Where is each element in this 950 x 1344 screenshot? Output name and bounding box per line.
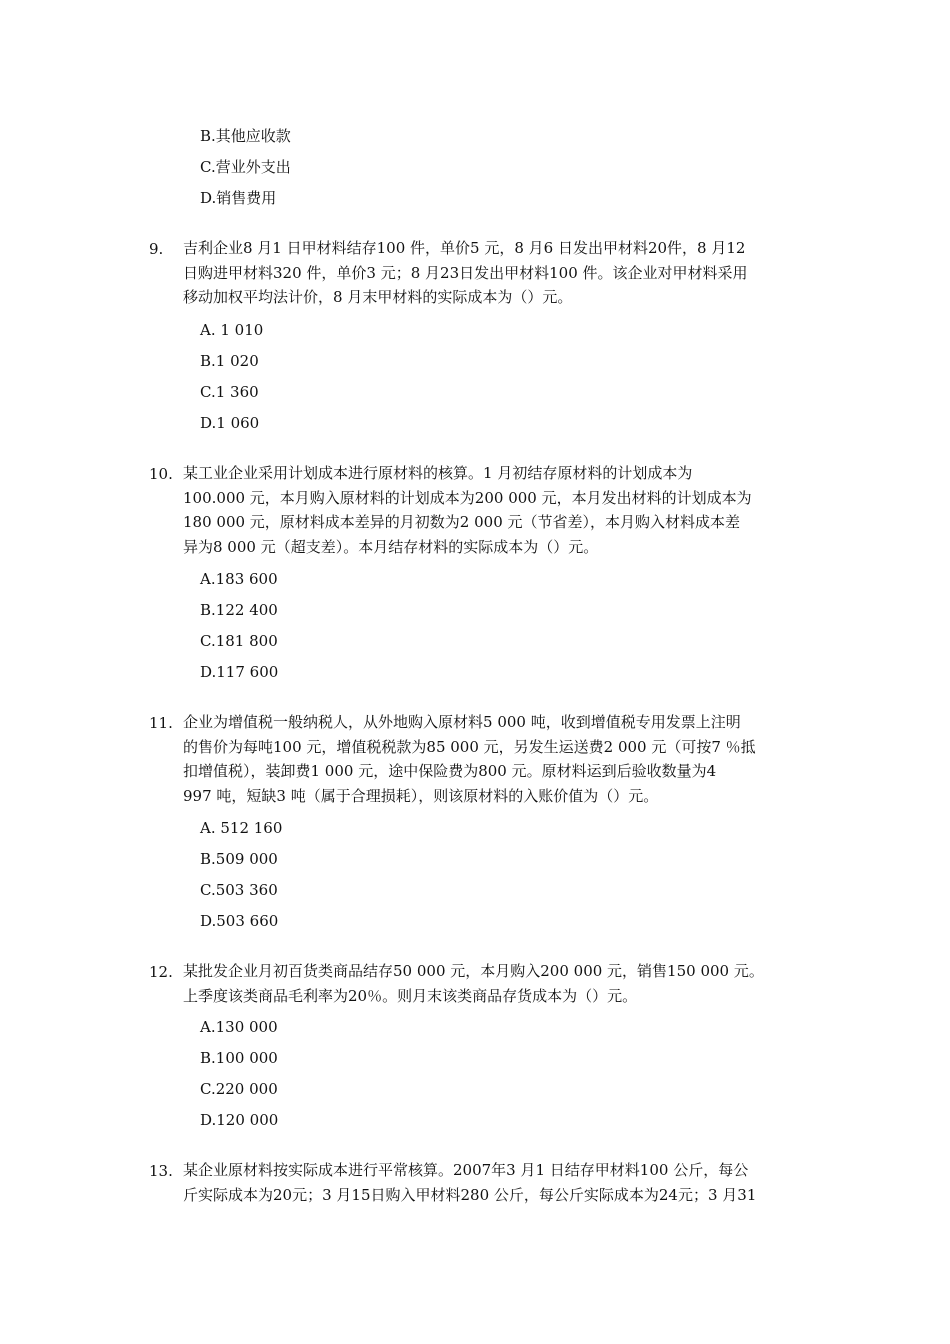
question-text bbox=[183, 1158, 805, 1207]
question-line: 的售价为每吨100 元，增值税税款为85 000 元，另发生运送费2 000 元（可按7 ％抵 bbox=[183, 737, 756, 756]
option-b: B.122 400 bbox=[200, 601, 278, 619]
question-number: 11. bbox=[149, 714, 173, 732]
option-c: C.181 800 bbox=[200, 632, 278, 650]
question-line: 日购进甲材料320 件，单价3 元；8 月23日发出甲材料100 件。该企业对甲材料采用 bbox=[183, 263, 748, 282]
option-d: D.503 660 bbox=[200, 912, 279, 930]
question-line: 100.000 元，本月购入原材料的计划成本为200 000 元，本月发出材料的计划成本为 bbox=[183, 488, 752, 507]
option-d-prev: D.销售费用 bbox=[200, 189, 277, 207]
question-number: 9. bbox=[149, 240, 164, 258]
option-c: C.1 360 bbox=[200, 383, 259, 401]
question-text bbox=[183, 959, 805, 1008]
option-b: B.100 000 bbox=[200, 1049, 278, 1067]
option-c-prev: C.营业外支出 bbox=[200, 158, 291, 176]
question-line: 企业为增值税一般纳税人，从外地购入原材料5 000 吨，收到增值税专用发票上注明 bbox=[183, 713, 741, 731]
question-number: 13. bbox=[149, 1162, 173, 1180]
question-text bbox=[183, 461, 805, 559]
option-c: C.503 360 bbox=[200, 881, 278, 899]
option-a: A. 512 160 bbox=[200, 819, 283, 837]
question-number: 12. bbox=[149, 963, 173, 981]
option-b: B.509 000 bbox=[200, 850, 278, 868]
question-number: 10. bbox=[149, 465, 173, 483]
question-line: 移动加权平均法计价，8 月末甲材料的实际成本为（）元。 bbox=[183, 288, 573, 306]
question-text bbox=[183, 710, 805, 808]
option-b: B.1 020 bbox=[200, 352, 259, 370]
option-d: D.120 000 bbox=[200, 1111, 279, 1129]
question-line: 997 吨，短缺3 吨（属于合理损耗），则该原材料的入账价值为（）元。 bbox=[183, 786, 659, 805]
option-a: A.130 000 bbox=[200, 1018, 278, 1036]
option-a: A. 1 010 bbox=[200, 321, 264, 339]
option-c: C.220 000 bbox=[200, 1080, 278, 1098]
question-line: 异为8 000 元（超支差）。本月结存材料的实际成本为（）元。 bbox=[183, 537, 599, 556]
question-line: 某批发企业月初百货类商品结存50 000 元，本月购入200 000 元，销售150 000 元。 bbox=[183, 962, 764, 980]
option-d: D.1 060 bbox=[200, 414, 260, 432]
question-line: 某企业原材料按实际成本进行平常核算。2007年3 月1 日结存甲材料100 公斤，每公 bbox=[183, 1161, 749, 1179]
question-line: 扣增值税），装卸费1 000 元，途中保险费为800 元。原材料运到后验收数量为4 bbox=[183, 762, 717, 780]
question-line: 上季度该类商品毛利率为20％。则月末该类商品存货成本为（）元。 bbox=[183, 986, 638, 1005]
option-b-prev: B.其他应收款 bbox=[200, 127, 291, 145]
question-line: 斤实际成本为20元；3 月15日购入甲材料280 公斤，每公斤实际成本为24元；3 月31 bbox=[183, 1185, 757, 1204]
question-text bbox=[183, 236, 805, 310]
option-d: D.117 600 bbox=[200, 663, 279, 681]
question-line: 吉利企业8 月1 日甲材料结存100 件，单价5 元，8 月6 日发出甲材料20件，8 月12 bbox=[183, 239, 746, 257]
option-a: A.183 600 bbox=[200, 570, 278, 588]
question-line: 某工业企业采用计划成本进行原材料的核算。1 月初结存原材料的计划成本为 bbox=[183, 464, 693, 482]
question-line: 180 000 元，原材料成本差异的月初数为2 000 元（节省差），本月购入材料成本差 bbox=[183, 513, 741, 531]
